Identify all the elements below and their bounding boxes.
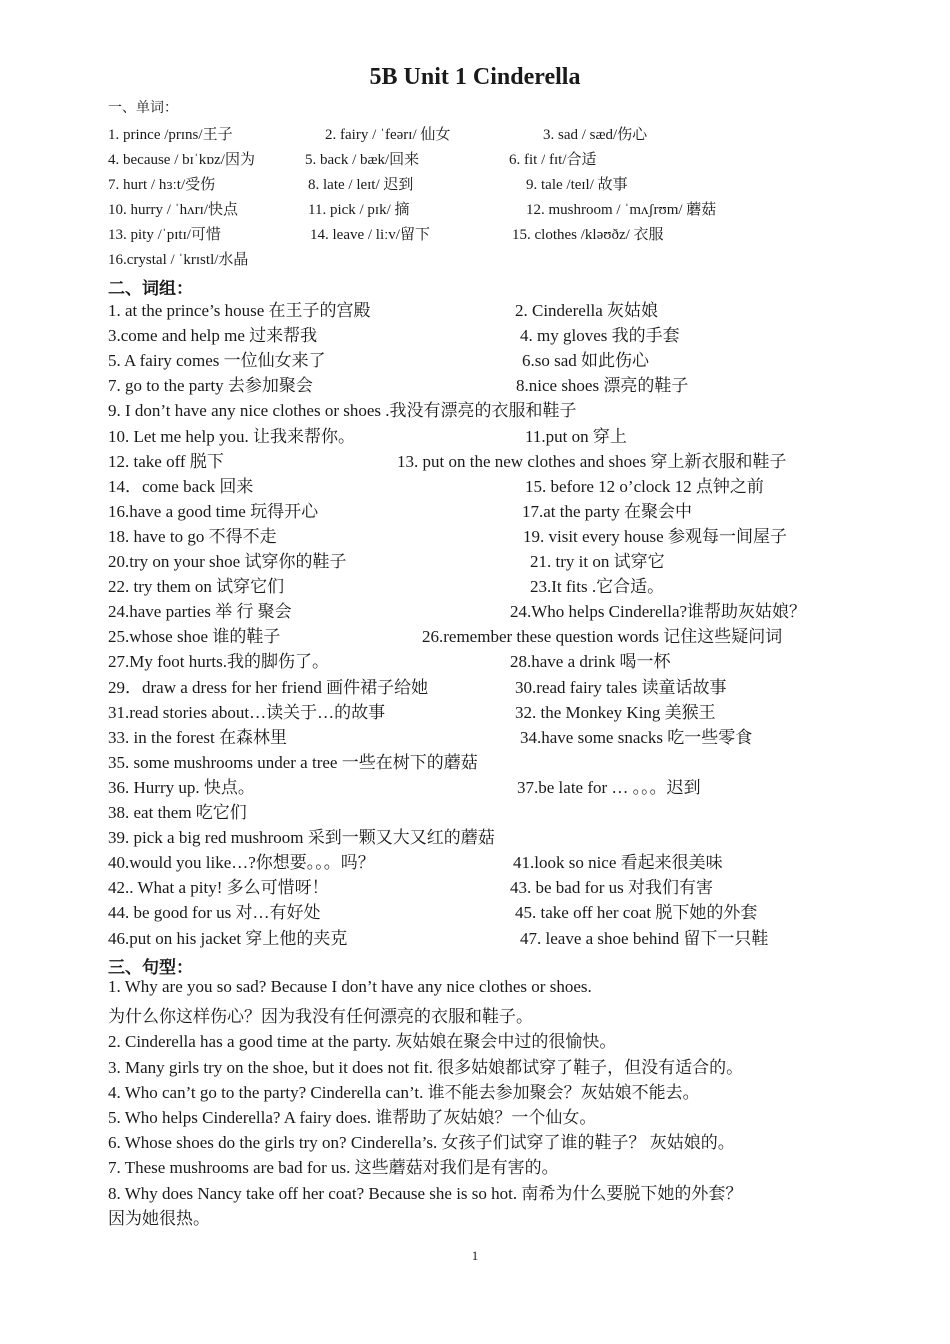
vocab-item: 3. sad / sæd/伤心 bbox=[543, 127, 648, 143]
phrase-item: 24.have parties 举 行 聚会 bbox=[108, 602, 292, 621]
phrase-item: 22. try them on 试穿它们 bbox=[108, 577, 285, 596]
phrase-item: 4. my gloves 我的手套 bbox=[520, 326, 680, 345]
sentence-line: 8. Why does Nancy take off her coat? Because she is so hot. 南希为什么要脱下她的外套？ bbox=[108, 1184, 743, 1203]
phrase-item: 21. try it on 试穿它 bbox=[530, 552, 665, 571]
phrase-item: 13. put on the new clothes and shoes 穿上新衣服和鞋子 bbox=[397, 452, 787, 471]
phrase-item: 30.read fairy tales 读童话故事 bbox=[515, 678, 727, 697]
phrase-item: 37.be late for … 。。。迟到 bbox=[517, 778, 701, 797]
phrase-item: 24.Who helps Cinderella?谁帮助灰姑娘？ bbox=[510, 602, 807, 621]
phrase-item: 41.look so nice 看起来很美味 bbox=[513, 853, 723, 872]
phrase-item: 46.put on his jacket 穿上他的夹克 bbox=[108, 929, 348, 948]
phrase-item: 38. eat them 吃它们 bbox=[108, 803, 247, 822]
vocab-item: 8. late / leɪt/ 迟到 bbox=[308, 177, 414, 193]
phrase-item: 39. pick a big red mushroom 采到一颗又大又红的蘑菇 bbox=[108, 828, 495, 847]
phrase-item: 17.at the party 在聚会中 bbox=[522, 502, 692, 521]
phrase-item: 5. A fairy comes 一位仙女来了 bbox=[108, 351, 326, 370]
vocab-item: 1. prince /prɪns/王子 bbox=[108, 127, 233, 143]
phrase-item: 40.would you like…?你想要。。。吗？ bbox=[108, 853, 375, 872]
sentence-line: 因为她很热。 bbox=[108, 1209, 210, 1228]
phrase-item: 14．come back 回来 bbox=[108, 477, 254, 496]
phrase-item: 31.read stories about…读关于…的故事 bbox=[108, 703, 386, 722]
phrase-item: 16.have a good time 玩得开心 bbox=[108, 502, 319, 521]
phrase-item: 33. in the forest 在森林里 bbox=[108, 728, 287, 747]
phrase-item: 10. Let me help you. 让我来帮你。 bbox=[108, 427, 355, 446]
sentence-line: 7. These mushrooms are bad for us. 这些蘑菇对我们是有害的。 bbox=[108, 1158, 559, 1177]
phrase-item: 34.have some snacks 吃一些零食 bbox=[520, 728, 753, 747]
vocab-item: 11. pick / pɪk/ 摘 bbox=[308, 202, 410, 218]
vocab-item: 12. mushroom / ˈmʌʃrʊm/ 蘑菇 bbox=[526, 202, 717, 218]
phrase-item: 11.put on 穿上 bbox=[525, 427, 627, 446]
phrase-item: 7. go to the party 去参加聚会 bbox=[108, 376, 313, 395]
vocab-item: 13. pity /ˈpɪtɪ/可惜 bbox=[108, 227, 221, 243]
phrase-item: 44. be good for us 对…有好处 bbox=[108, 903, 321, 922]
phrase-item: 2. Cinderella 灰姑娘 bbox=[515, 301, 659, 320]
sentence-line: 1. Why are you so sad? Because I don’t have any nice clothes or shoes. bbox=[108, 977, 592, 996]
page-title: 5B Unit 1 Cinderella bbox=[369, 64, 581, 90]
section-sentences-heading: 三、句型： bbox=[108, 958, 193, 978]
sentence-line: 2. Cinderella has a good time at the party. 灰姑娘在聚会中过的很愉快。 bbox=[108, 1032, 617, 1051]
phrase-item: 12. take off 脱下 bbox=[108, 452, 224, 471]
section-phrases-heading: 二、词组： bbox=[108, 279, 193, 299]
sentence-line: 4. Who can’t go to the party? Cinderella can’t. 谁不能去参加聚会？灰姑娘不能去。 bbox=[108, 1083, 700, 1102]
vocab-item: 14. leave / liːv/留下 bbox=[310, 227, 430, 243]
sentence-line: 5. Who helps Cinderella? A fairy does. 谁帮助了灰姑娘？一个仙女。 bbox=[108, 1108, 597, 1127]
vocab-item: 5. back / bæk/回来 bbox=[305, 152, 420, 168]
vocab-item: 16.crystal / ˈkrɪstl/水晶 bbox=[108, 252, 249, 268]
phrase-item: 6.so sad 如此伤心 bbox=[522, 351, 650, 370]
phrase-item: 25.whose shoe 谁的鞋子 bbox=[108, 627, 281, 646]
phrase-item: 9. I don’t have any nice clothes or shoes .我没有漂亮的衣服和鞋子 bbox=[108, 401, 577, 420]
section-vocabulary-heading: 一、单词： bbox=[108, 101, 178, 116]
phrase-item: 3.come and help me 过来帮我 bbox=[108, 326, 318, 345]
vocab-item: 15. clothes /kləʊðz/ 衣服 bbox=[512, 227, 664, 243]
vocab-item: 6. fit / fɪt/合适 bbox=[509, 152, 597, 168]
sentence-line: 6. Whose shoes do the girls try on? Cinderella’s. 女孩子们试穿了谁的鞋子？ 灰姑娘的。 bbox=[108, 1133, 735, 1152]
phrase-item: 28.have a drink 喝一杯 bbox=[510, 652, 671, 671]
vocab-item: 7. hurt / hɜːt/受伤 bbox=[108, 177, 216, 193]
phrase-item: 8.nice shoes 漂亮的鞋子 bbox=[516, 376, 689, 395]
vocab-item: 9. tale /teɪl/ 故事 bbox=[526, 177, 628, 193]
phrase-item: 43. be bad for us 对我们有害 bbox=[510, 878, 714, 897]
phrase-item: 32. the Monkey King 美猴王 bbox=[515, 703, 716, 722]
sentence-line: 3. Many girls try on the shoe, but it does not fit. 很多姑娘都试穿了鞋子，但没有适合的。 bbox=[108, 1058, 744, 1077]
phrase-item: 18. have to go 不得不走 bbox=[108, 527, 277, 546]
phrase-item: 42.. What a pity! 多么可惜呀！ bbox=[108, 878, 329, 897]
phrase-item: 20.try on your shoe 试穿你的鞋子 bbox=[108, 552, 347, 571]
phrase-item: 47. leave a shoe behind 留下一只鞋 bbox=[520, 929, 769, 948]
vocab-item: 4. because / bɪˈkɒz/因为 bbox=[108, 152, 255, 168]
sentence-line: 为什么你这样伤心？因为我没有任何漂亮的衣服和鞋子。 bbox=[108, 1007, 533, 1026]
phrase-item: 19. visit every house 参观每一间屋子 bbox=[523, 527, 787, 546]
phrase-item: 35. some mushrooms under a tree 一些在树下的蘑菇 bbox=[108, 753, 478, 772]
phrase-item: 1. at the prince’s house 在王子的宫殿 bbox=[108, 301, 371, 320]
page-number: 1 bbox=[471, 1248, 479, 1263]
phrase-item: 15. before 12 o’clock 12 点钟之前 bbox=[525, 477, 764, 496]
phrase-item: 29．draw a dress for her friend 画件裙子给她 bbox=[108, 678, 429, 697]
phrase-item: 23.It fits .它合适。 bbox=[530, 577, 665, 596]
vocab-item: 10. hurry / ˈhʌrɪ/快点 bbox=[108, 202, 238, 218]
phrase-item: 36. Hurry up. 快点。 bbox=[108, 778, 255, 797]
phrase-item: 45. take off her coat 脱下她的外套 bbox=[515, 903, 758, 922]
phrase-item: 27.My foot hurts.我的脚伤了。 bbox=[108, 652, 329, 671]
phrase-item: 26.remember these question words 记住这些疑问词 bbox=[422, 627, 783, 646]
vocab-item: 2. fairy / ˈfeərɪ/ 仙女 bbox=[325, 127, 451, 143]
